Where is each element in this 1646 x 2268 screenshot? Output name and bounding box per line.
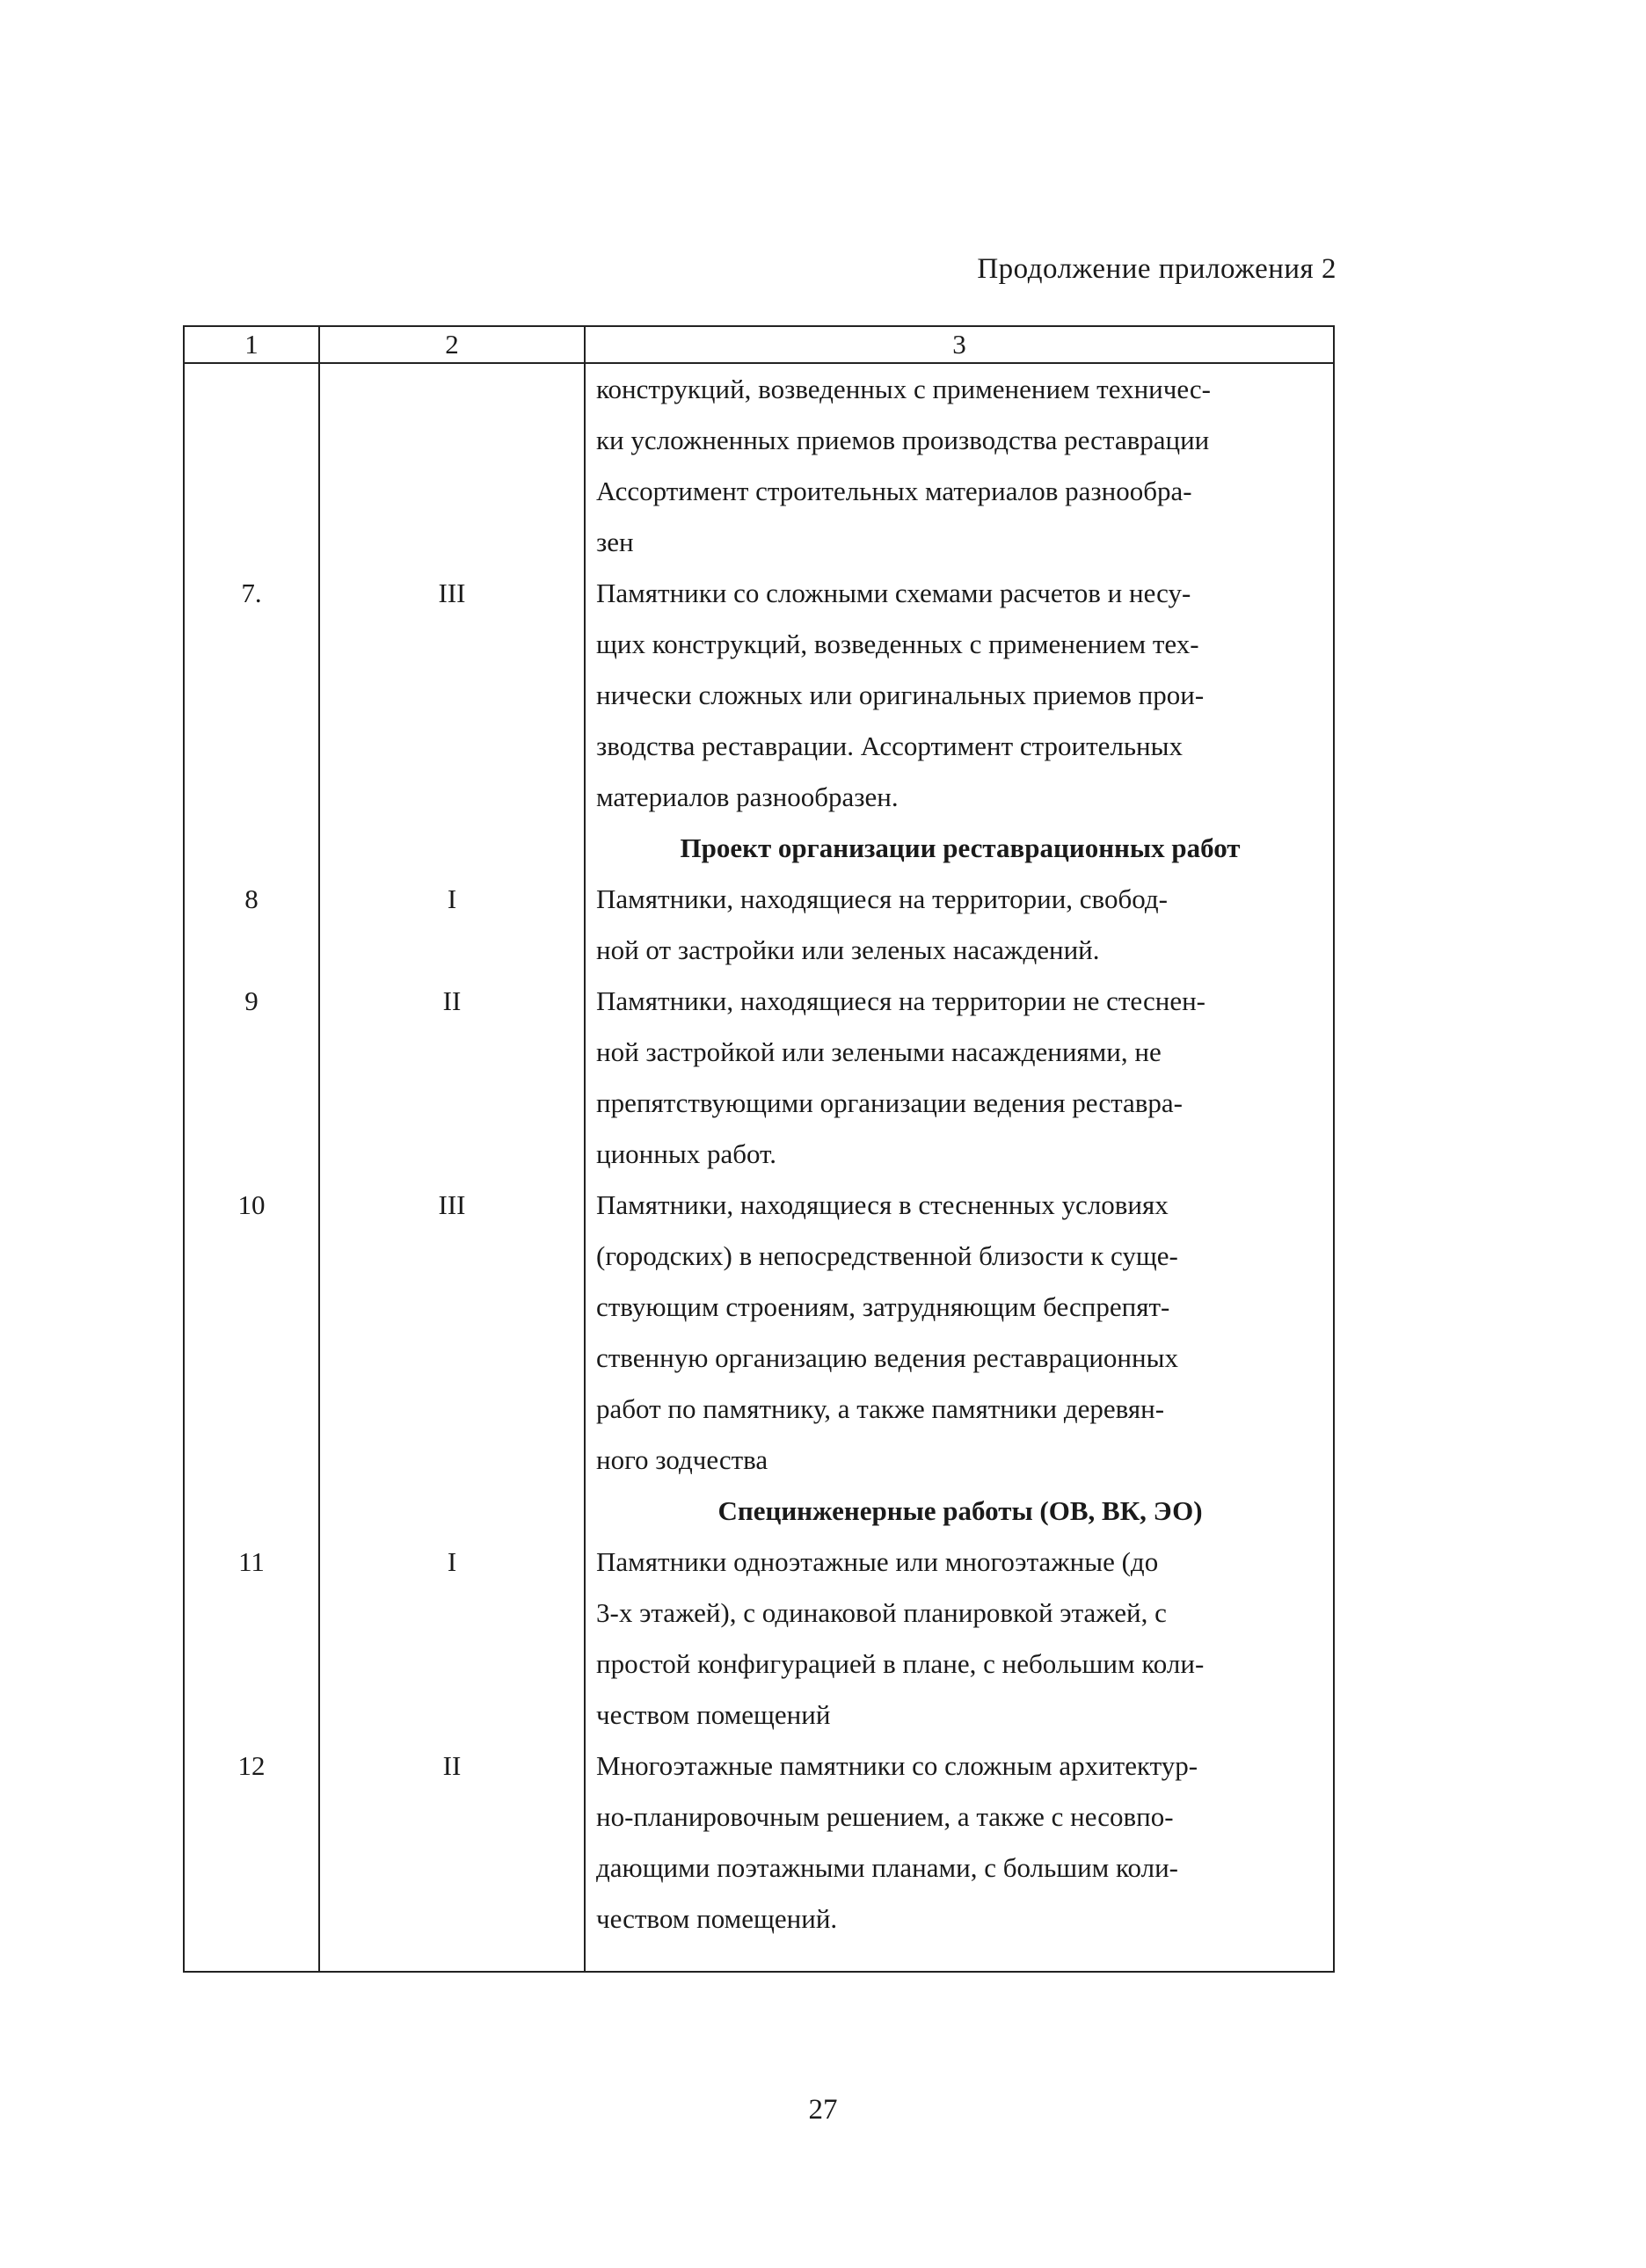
table-row [184,976,1334,1180]
description-cell [585,1537,1334,1741]
table-row [184,568,1334,823]
empty-cell [184,1486,319,1537]
row-number [184,363,319,568]
description-line: щих конструкций, возведенных с применением тех- [596,629,1199,659]
description-line: Памятники, находящиеся в стесненных условиях [596,1189,1169,1220]
description-line: Памятники, находящиеся на территории не стеснен- [596,985,1205,1016]
table-row [184,874,1334,976]
section-title: Специнженерные работы (ОВ, ВК, ЭО) [717,1495,1203,1526]
row-number: 12 [184,1741,319,1972]
description-line: ственную организацию ведения реставрационных [596,1342,1178,1373]
column-header-1: 1 [184,326,319,363]
description-line: чеством помещений. [596,1903,838,1934]
description-line: чеством помещений [596,1699,831,1730]
description-cell [585,568,1334,823]
description-line: простой конфигурацией в плане, с небольшим коли- [596,1648,1205,1679]
column-header-2: 2 [319,326,585,363]
section-cell [585,1486,1334,1537]
description-line: ствующим строениям, затрудняющим беспрепят- [596,1291,1170,1322]
column-number-row [184,326,1334,363]
section-row [184,823,1334,874]
appendix-table [183,325,1335,1973]
row-number: 7. [184,568,319,823]
description-line: но-планировочным решением, а также с несовпо- [596,1801,1174,1832]
description-line: ной от застройки или зеленых насаждений. [596,934,1100,965]
description-line: (городских) в непосредственной близости к суще- [596,1240,1178,1271]
description-line: дающими поэтажными планами, с большим коли- [596,1852,1179,1883]
row-number: 8 [184,874,319,976]
complexity-category: III [319,568,585,823]
page-number: 27 [808,2094,838,2126]
row-number: 10 [184,1180,319,1486]
complexity-category: III [319,1180,585,1486]
description-line: зен [596,527,634,557]
empty-cell [319,1486,585,1537]
description-line: зводства реставрации. Ассортимент строительных [596,731,1183,761]
table-row [184,1741,1334,1972]
description-line: Памятники со сложными схемами расчетов и несу- [596,578,1191,608]
section-row [184,1486,1334,1537]
table-body [184,363,1334,1972]
section-cell [585,823,1334,874]
description-line: Памятники одноэтажные или многоэтажные (до [596,1546,1159,1577]
description-line: ной застройкой или зелеными насаждениями, не [596,1036,1162,1067]
description-line: работ по памятнику, а также памятники деревян- [596,1393,1165,1424]
description-cell [585,874,1334,976]
description-line: Многоэтажные памятники со сложным архитектур- [596,1750,1198,1781]
table-row [184,1180,1334,1486]
continuation-header: Продолжение приложения 2 [977,253,1336,285]
row-number: 9 [184,976,319,1180]
row-number: 11 [184,1537,319,1741]
description-line: ционных работ. [596,1138,777,1169]
description-line: препятствующими организации ведения реставра- [596,1087,1183,1118]
description-cell [585,363,1334,568]
description-line: Ассортимент строительных материалов разнообра- [596,476,1192,506]
description-line: ного зодчества [596,1444,768,1475]
complexity-category: II [319,1741,585,1972]
complexity-category: I [319,1537,585,1741]
table-row [184,1537,1334,1741]
description-line: конструкций, возведенных с применением техничес- [596,374,1211,404]
empty-cell [319,823,585,874]
complexity-category: I [319,874,585,976]
column-header-3: 3 [585,326,1334,363]
description-cell [585,1741,1334,1972]
description-line: материалов разнообразен. [596,781,899,812]
section-title: Проект организации реставрационных работ [680,832,1241,863]
table-row [184,363,1334,568]
description-line: 3-х этажей), с одинаковой планировкой этажей, с [596,1597,1167,1628]
description-cell [585,976,1334,1180]
description-line: ки усложненных приемов производства реставрации [596,425,1210,455]
empty-cell [184,823,319,874]
description-cell [585,1180,1334,1486]
description-line: Памятники, находящиеся на территории, свобод- [596,883,1168,914]
complexity-category: II [319,976,585,1180]
description-line: нически сложных или оригинальных приемов прои- [596,680,1205,710]
complexity-category [319,363,585,568]
